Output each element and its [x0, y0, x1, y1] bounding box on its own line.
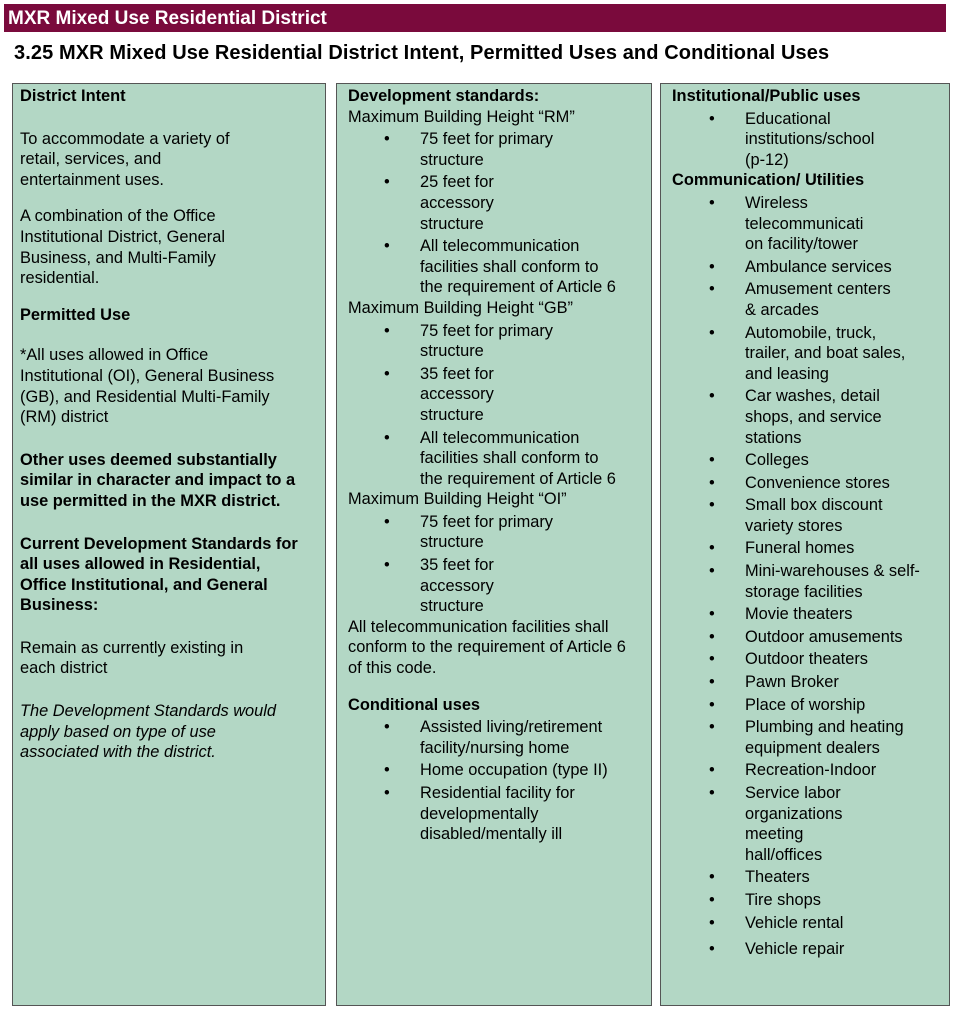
list-item: • Amusement centers & arcades [672, 279, 895, 320]
height-oi-label: Maximum Building Height “OI” [348, 490, 567, 509]
height-gb-list [348, 321, 616, 490]
height-oi-list [348, 512, 558, 617]
list-item: • Educational institutions/school (p-12) [672, 109, 890, 171]
list-item: • Outdoor theaters [672, 649, 945, 670]
list-item: • Small box discount variety stores [672, 495, 905, 536]
conditional-uses-heading: Conditional uses [348, 695, 481, 714]
list-item: • 75 feet for primary structure [348, 129, 558, 170]
list-item: • Assisted living/retirement facility/nursing home [348, 717, 628, 758]
list-item: • Movie theaters [672, 604, 945, 625]
height-gb-label: Maximum Building Height “GB” [348, 298, 573, 317]
list-item: • Vehicle repair [672, 939, 945, 960]
telecom-conformance-text: All telecommunication facilities shall conform to the requirement of Article 6 of this code. [348, 617, 626, 678]
list-item: • All telecommunication facilities shall conform to the requirement of Article 6 [348, 236, 625, 298]
conditional-uses-list [348, 717, 628, 845]
list-item: • Funeral homes [672, 538, 945, 559]
list-item: • 25 feet for accessory structure [348, 172, 558, 234]
district-intent-column [12, 83, 326, 1006]
institutional-public-uses-heading: Institutional/Public uses [672, 87, 861, 105]
list-item: • Theaters [672, 867, 945, 888]
institutional-uses-column [660, 83, 950, 1006]
list-item: • 35 feet for accessory structure [348, 364, 558, 426]
list-item: • Recreation-Indoor [672, 760, 945, 781]
section-title: 3.25 MXR Mixed Use Residential District Intent, Permitted Uses and Conditional Uses [14, 42, 830, 64]
height-rm-list [348, 129, 616, 298]
list-item: • Mini-warehouses & self- storage facilities [672, 561, 920, 602]
list-item: • All telecommunication facilities shall conform to the requirement of Article 6 [348, 428, 625, 490]
list-item: • Pawn Broker [672, 672, 945, 693]
development-standards-column [336, 83, 652, 1006]
list-item: • Tire shops [672, 890, 945, 911]
list-item: • Place of worship [672, 695, 945, 716]
permitted-use-heading: Permitted Use [20, 305, 131, 324]
list-item: • Vehicle rental [672, 913, 945, 934]
list-item: • Residential facility for developmentally disabled/mentally ill [348, 783, 600, 845]
list-item: • Plumbing and heating equipment dealers [672, 717, 905, 758]
remain-existing-text: Remain as currently existing in each district [20, 638, 244, 678]
list-item: • Ambulance services [672, 257, 945, 278]
list-item: • Wireless telecommunicati on facility/tower [672, 193, 870, 255]
list-item: • Car washes, detail shops, and service stations [672, 386, 905, 448]
height-rm-label: Maximum Building Height “RM” [348, 107, 575, 126]
list-item: • 35 feet for accessory structure [348, 555, 558, 617]
list-item: • Home occupation (type II) [348, 760, 628, 781]
communication-utilities-list [672, 193, 945, 960]
list-item: • Convenience stores [672, 473, 945, 494]
list-item: • Outdoor amusements [672, 627, 945, 648]
permitted-use-paragraph: *All uses allowed in Office Institutional (OI), General Business (GB), and Residential Multi-Family (RM) district [20, 346, 275, 427]
district-banner: MXR Mixed Use Residential District [4, 4, 946, 32]
district-intent-heading: District Intent [20, 87, 126, 105]
list-item: • 75 feet for primary structure [348, 512, 558, 553]
development-standards-heading: Development standards: [348, 87, 540, 105]
list-item: • Service labor organizations meeting hall/offices [672, 783, 865, 865]
list-item: • 75 feet for primary structure [348, 321, 558, 362]
intent-paragraph-2: A combination of the Office Institutional District, General Business, and Multi-Family residential. [20, 207, 225, 288]
development-standards-note: The Development Standards would apply based on type of use associated with the district. [20, 702, 277, 762]
list-item: • Automobile, truck, trailer, and boat sales, and leasing [672, 323, 925, 385]
list-item: • Colleges [672, 450, 945, 471]
institutional-uses-list [672, 109, 945, 171]
intent-paragraph-1: To accommodate a variety of retail, services, and entertainment uses. [20, 129, 230, 189]
current-standards-heading: Current Development Standards for all uses allowed in Residential, Office Institutional, and General Business: [20, 534, 298, 615]
communication-utilities-heading: Communication/ Utilities [672, 171, 865, 190]
similar-uses-paragraph: Other uses deemed substantially similar in character and impact to a use permitted in the MXR district. [20, 450, 296, 510]
